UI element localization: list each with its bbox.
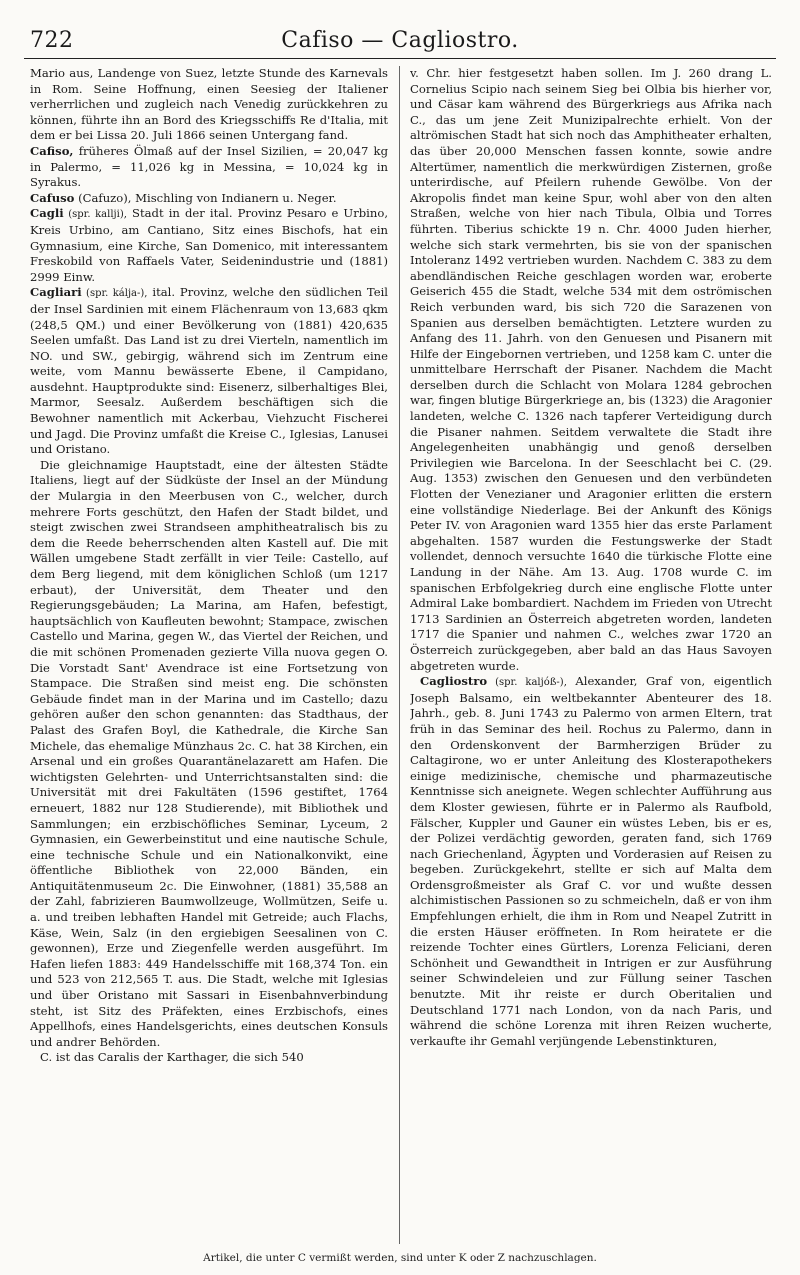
pronunciation: (spr. kálja-), [81,288,148,300]
lemma: Cagliostro [420,674,488,689]
lemma: Cafiso, [30,143,74,158]
paragraph: v. Chr. hier festgesetzt haben sollen. Im J. 260 drang L. Cornelius Scipio nach seinem Sieg bei Olbia bis hierher vor, und Cäsar kam während des Bürgerkriegs aus Afrika nach C., das um jene Zeit Munizipalrechte erhielt. Von der altrömischen Stadt hat sich noch das Amphitheater erhalten, das über 20,000 Menschen fassen konnte, sowie andre Altertümer, namentlich die merkwürdigen Zisternen, große unterirdische, auf Pfeilern ruhende Gewölbe. Von der Akropolis findet man keine Spur, wohl aber von den alten Straßen, welche von hier nach Tibula, Olbia und Torres führten. Tiberius schickte 19 n. Chr. 4000 Juden hierher, welche sich stark vermehrten, bis sie von der spanischen Intoleranz 1492 vertrieben wurden. Nachdem C. 383 zu dem abendländischen Reiche geschlagen worden war, eroberte Geiserich 455 die Stadt, welche 534 mit dem oströmischen Reich verbunden ward, bis sich 720 die Sarazenen von Spanien aus derselben bemächtigten. Letztere wurden zu Anfang des 11. Jahrh. von den Genuesen und Pisanern mit Hilfe der Eingebornen vertrieben, und 1258 kam C. unter die unmittelbare Herrschaft der Pisaner. Nachdem die Macht derselben durch die Schlacht von Molara 1284 gebrochen war, fingen blutige Bürgerkriege an, bis (1323) die Aragonier landeten, welche C. 1326 nach tapferer Verteidigung durch die Pisaner nahmen. Seitdem verwaltete die Stadt ihre Angelegenheiten unabhängig und genoß derselben Privilegien wie Barcelona. In der Seeschlacht bei C. (29. Aug. 1353) zwischen den Genuesen und den verbündeten Flotten der Venezianer und Aragonier erlitten die erstern eine vollständige Niederlage. Bei der Ankunft des Königs Peter IV. von Aragonien ward 1355 hier das erste Parlament abgehalten. 1587 wurden die Festungswerke der Stadt vollendet, dennoch versuchte 1640 die türkische Flotte eine Landung in der Nähe. Am 13. Aug. 1708 wurde C. im spanischen Erbfolgekrieg durch eine englische Flotte unter Admiral Lake bombardiert. Nachdem im Frieden von Utrecht 1713 Sardinien an Österreich abgetreten worden, landeten 1717 die Spanier und nahmen C., welches zwar 1720 an Österreich zurückgegeben, aber bald an das Haus Savoyen abgetreten wurde. [410,66,772,673]
left-column [30,66,388,1246]
header-rule [24,58,776,59]
page-number: 722 [30,28,74,53]
entry-text: Alexander, Graf von, eigentlich Joseph Balsamo, ein weltbekannter Abenteurer des 18. Jahrh., geb. 8. Juni 1743 zu Palermo von armen Eltern, trat früh in das Seminar des heil. Rochus zu Palermo, dann in den Ordenskonvent der Barmherzigen Brüder zu Caltagirone, wo er unter Anleitung des Klosterapothekers einige medizinische, chemische und pharmazeutische Kenntnisse sich aneignete. Wegen schlechter Aufführung aus dem Kloster gewiesen, führte er in Palermo als Raufbold, Fälscher, Kuppler und Gauner ein wüstes Leben, bis er es, der Polizei verdächtig geworden, geraten fand, sich 1769 nach Griechenland, Ägypten und Vorderasien auf Reisen zu begeben. Zurückgekehrt, stellte er sich auf Malta dem Ordensgroßmeister als Graf C. vor und wußte dessen alchimistischen Passionen so zu schmeicheln, daß er von ihm Empfehlungen erhielt, die ihm in Rom und Neapel Zutritt in die ersten Häuser eröffneten. In Rom heiratete er die reizende Tochter eines Gürtlers, Lorenza Feliciani, deren Schönheit und Gewandtheit in Intrigen er zur Ausführung seiner Schwindeleien und zur Füllung seiner Taschen benutzte. Mit ihr reiste er durch Oberitalien und Deutschland 1771 nach London, von da nach Paris, und während die schöne Lorenza mit ihren Reizen wucherte, verkaufte ihr Gemahl verjüngende Lebenstinkturen, [410,674,772,1048]
paragraph: Die gleichnamige Hauptstadt, eine der ältesten Städte Italiens, liegt auf der Südküste der Insel an der Mündung der Mulargia in den Meerbusen von C., welcher, durch mehrere Forts geschützt, den Hafen der Stadt bildet, und steigt zwischen zwei Strandseen amphitheatralisch bis zu dem die Reede beherrschenden alten Kastell auf. Die mit Wällen umgebene Stadt zerfällt in vier Teile: Castello, auf dem Berg liegend, mit dem königlichen Schloß (um 1217 erbaut), der Universität, dem Theater und den Regierungsgebäuden; La Marina, am Hafen, befestigt, hauptsächlich von Kaufleuten bewohnt; Stampace, zwischen Castello und Marina, gegen W., das Viertel der Reichen, und die mit schönen Promenaden gezierte Villa nuova gegen O. Die Vorstadt Sant' Avendrace ist eine Fortsetzung von Stampace. Die Straßen sind meist eng. Die schönsten Gebäude findet man in der Marina und im Castello; dazu gehören außer den schon genannten: das Stadthaus, der Palast des Grafen Boyl, die Kathedrale, die Kirche San Michele, das ehemalige Münzhaus 2c. C. hat 38 Kirchen, ein Arsenal und ein großes Quarantänelazarett am Hafen. Die wichtigsten Gelehrten- und Unterrichtsanstalten sind: die Universität mit drei Fakultäten (1596 gestiftet, 1764 erneuert, 1882 nur 128 Studierende), mit Bibliothek und Sammlungen; ein erzbischöfliches Seminar, Lyceum, 2 Gymnasien, ein Gewerbeinstitut und eine nautische Schule, eine technische Schule und ein Nationalkonvikt, eine öffentliche Bibliothek von 22,000 Bänden, ein Antiquitätenmuseum 2c. Die Einwohner, (1881) 35,588 an der Zahl, fabrizieren Baumwollzeuge, Wollmützen, Seife u. a. und treiben lebhaften Handel mit Getreide; auch Flachs, Käse, Wein, Salz (in den ergiebigen Seesalinen von C. gewonnen), Erze und Ziegenfelle werden ausgeführt. Im Hafen liefen 1883: 449 Handelsschiffe mit 168,374 Ton. ein und 523 von 212,565 T. aus. Die Stadt, welche mit Iglesias und über Oristano mit Sassari in Eisenbahnverbindung steht, ist Sitz des Präfekten, eines Erzbischofs, eines Appellhofs, eines Handelsgerichts, eines deutschen Konsuls und andrer Behörden. [30,457,388,1049]
lemma: Cagliari [30,285,82,300]
entry-text: Stadt in der ital. Provinz Pesaro e Urbino, Kreis Urbino, am Cantiano, Sitz eines Bischofs, hat ein Gymnasium, eine Kirche, San Domenico, mit interessantem Freskobild von Raffaels Vater, Seidenindustrie und (1881) 2999 Einw. [30,206,388,284]
entry-text: früheres Ölmaß auf der Insel Sizilien, = 20,047 kg in Palermo, = 11,026 kg in Messina, = 10,024 kg in Syrakus. [30,143,388,190]
page-header [24,18,776,62]
right-column [410,66,772,1246]
pronunciation: (spr. kaljóß-), [487,677,567,689]
entry-cafiso [30,144,388,191]
entry-cagliari [30,285,388,458]
entry-cagliostro [410,674,772,1049]
running-head: Cafiso — Cagliostro. [281,28,519,53]
paragraph: C. ist das Caralis der Karthager, die sich 540 [40,1050,304,1065]
lemma: Cagli [30,206,64,221]
paragraph: Mario aus, Landenge von Suez, letzte Stunde des Karnevals in Rom. Seine Hoffnung, einen Seesieg der Italiener verherrlichen und zugleich nach Venedig zurückkehren zu können, führte ihn an Bord des Kriegsschiffs Re d'Italia, mit dem er bei Lissa 20. Juli 1866 seinen Untergang fand. [30,66,388,143]
entry-cagli [30,206,388,285]
lemma: Cafuso [30,190,75,205]
pronunciation: (spr. kallji), [63,209,127,221]
entry-text: (Cafuzo), Mischling von Indianern u. Neger. [74,190,337,205]
entry-text: ital. Provinz, welche den südlichen Teil der Insel Sardinien mit einem Flächenraum von 13,683 qkm (248,5 QM.) und einer Bevölkerung von (1881) 420,635 Seelen umfaßt. Das Land ist zu drei Vierteln, namentlich im NO. und SW., gebirgig, während sich im Zentrum eine weite, vom Mannu bewässerte Ebene, il Campidano, ausdehnt. Hauptprodukte sind: Eisenerz, silberhaltiges Blei, Marmor, Seesalz. Außerdem beschäftigen sich die Bewohner namentlich mit Ackerbau, Viehzucht Fischerei und Jagd. Die Provinz umfaßt die Kreise C., Iglesias, Lanusei und Oristano. [30,285,388,457]
column-divider [399,66,400,1244]
footer-note: Artikel, die unter C vermißt werden, sind unter K oder Z nachzuschlagen. [203,1252,597,1264]
entry-cafuso [30,191,388,207]
